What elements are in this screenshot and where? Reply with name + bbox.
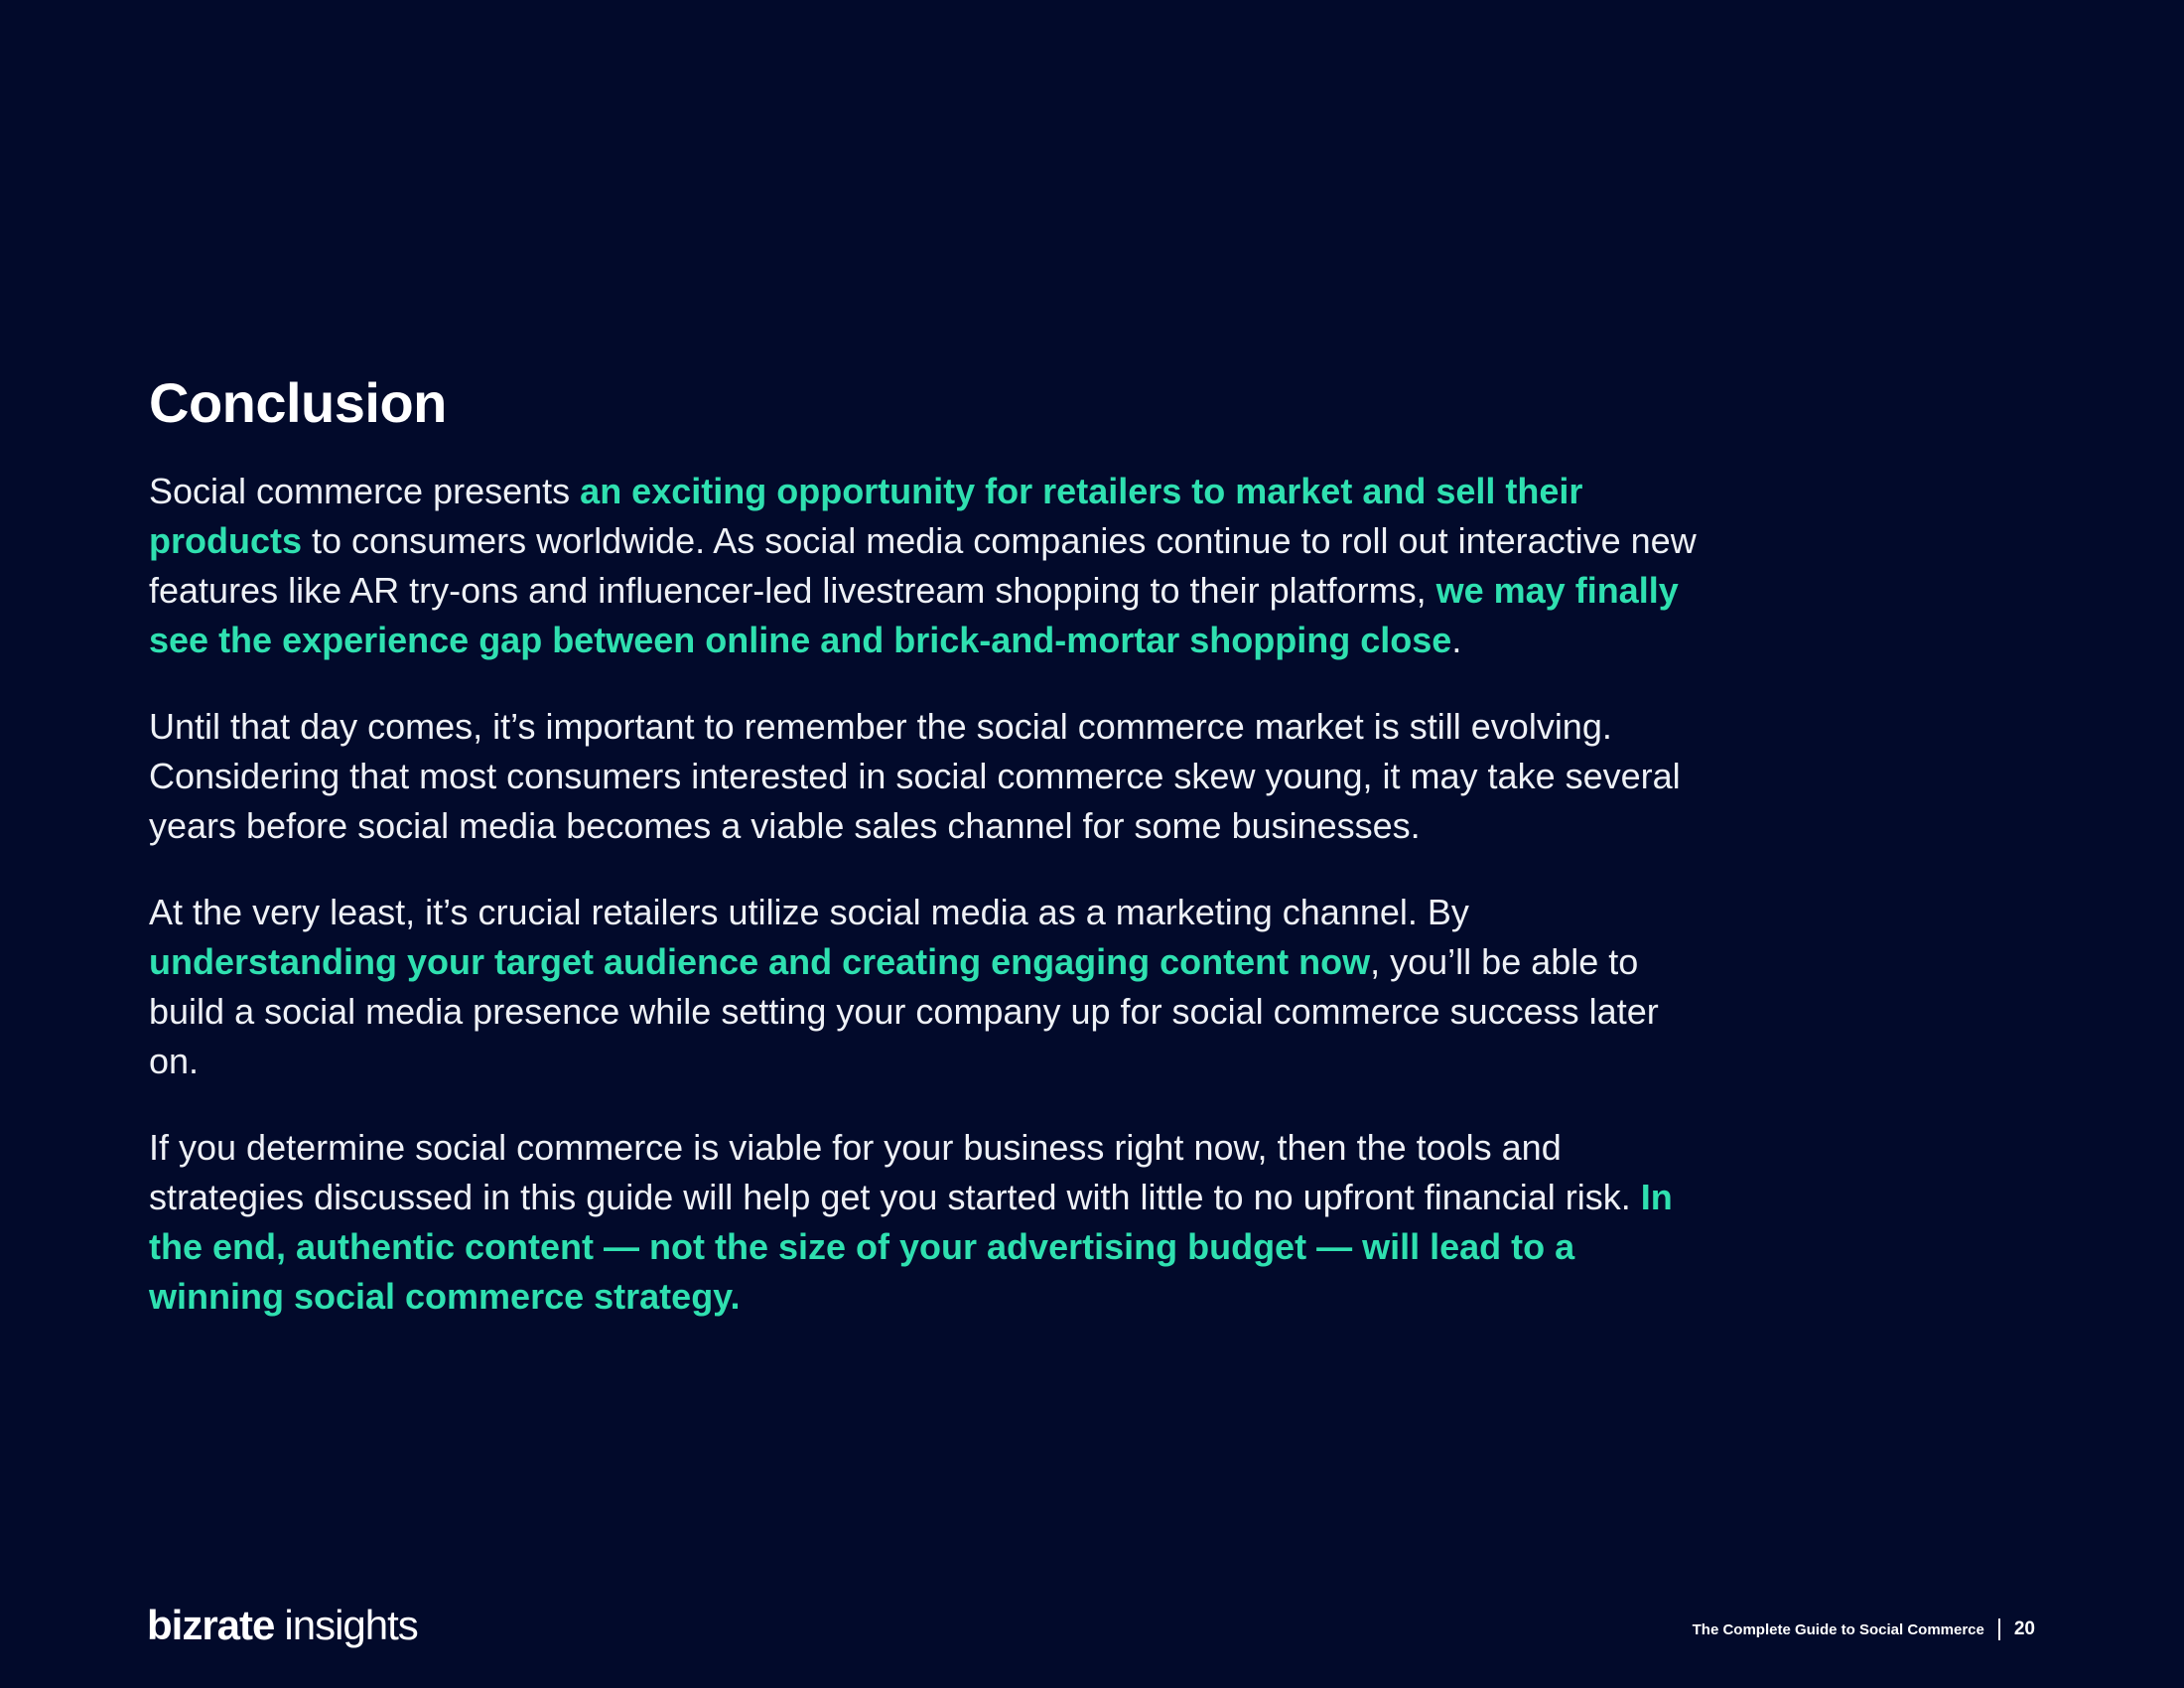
paragraph-4 bbox=[149, 1123, 1717, 1322]
bizrate-insights-logo bbox=[147, 1601, 418, 1650]
paragraph-1-highlight-a: an exciting opportunity for retailers to market and sell their products bbox=[149, 471, 1583, 561]
main-content bbox=[149, 369, 1717, 1358]
page-number: 20 bbox=[2013, 1618, 2035, 1639]
footer-divider bbox=[1998, 1618, 2000, 1640]
paragraph-3-highlight: understanding your target audience and creating engaging content now bbox=[149, 941, 1371, 982]
paragraph-4-highlight: In the end, authentic content — not the size of your advertising budget — will lead to a winning social commerce strategy. bbox=[149, 1177, 1673, 1317]
paragraph-1-text-a: Social commerce presents bbox=[149, 471, 581, 511]
paragraph-1-text-c: . bbox=[1451, 620, 1462, 660]
paragraph-1 bbox=[149, 467, 1717, 665]
page-title: Conclusion bbox=[149, 371, 447, 434]
paragraph-3-text-a: At the very least, it’s crucial retailers utilize social media as a marketing channel. By bbox=[149, 892, 1469, 932]
paragraph-4-text: If you determine social commerce is viable for your business right now, then the tools and strategies discussed in this guide will help get you started with little to no upfront financial risk. bbox=[149, 1127, 1641, 1217]
paragraph-1-text-b: to consumers worldwide. As social media companies continue to roll out interactive new features like AR try-ons and influencer-led livestream shopping to their platforms, bbox=[149, 520, 1697, 611]
footer-guide-title: The Complete Guide to Social Commerce bbox=[1692, 1620, 1984, 1638]
paragraph-1-highlight-b: we may finally see the experience gap between online and brick-and-mortar shopping close bbox=[149, 570, 1679, 660]
paragraph-2: Until that day comes, it’s important to remember the social commerce market is still evolving. Considering that most consumers interested in social commerce skew young, it may take several years before social media becomes a viable sales channel for some businesses. bbox=[149, 706, 1681, 846]
logo-sub-text: insights bbox=[284, 1602, 418, 1648]
logo-brand-text: bizrate bbox=[147, 1602, 275, 1648]
footer-page-info bbox=[1693, 1618, 2035, 1640]
paragraph-3-text-b: , you’ll be able to build a social media presence while setting your company up for social commerce success later on. bbox=[149, 941, 1659, 1081]
paragraph-3 bbox=[149, 888, 1717, 1086]
